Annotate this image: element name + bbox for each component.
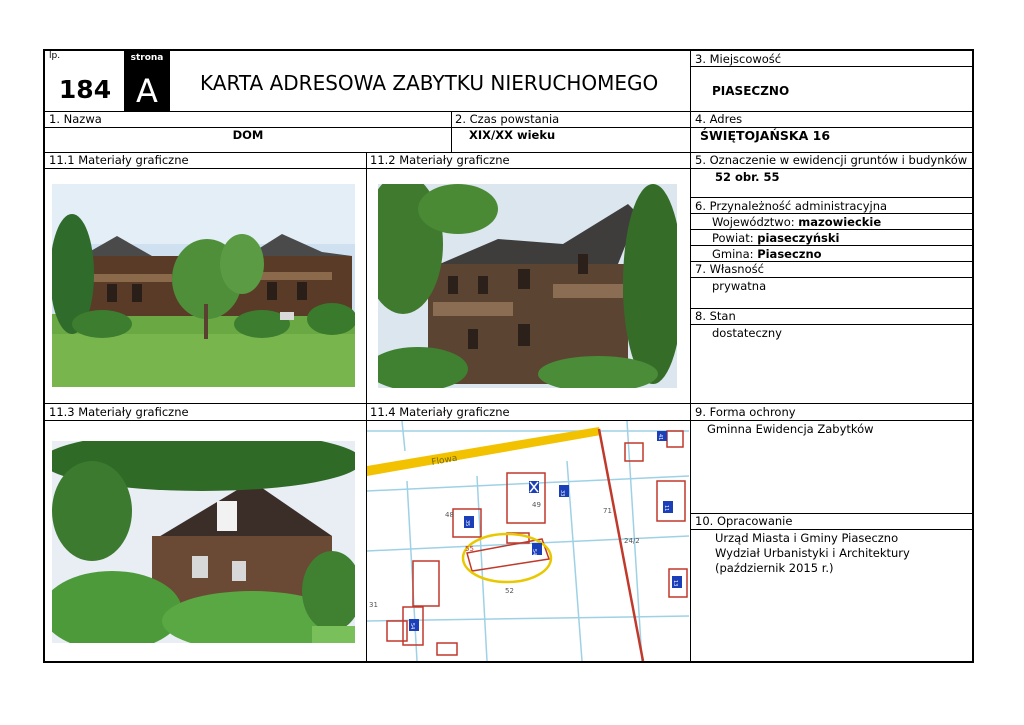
przynaleznosc-label: 6. Przynależność administracyjna xyxy=(695,199,888,213)
graphics-label-2: 11.2 Materiały graficzne xyxy=(370,153,510,167)
opracowanie-label: 10. Opracowanie xyxy=(695,514,793,528)
divider xyxy=(690,529,972,530)
wlasnosc-label: 7. Własność xyxy=(695,262,764,276)
page-title: KARTA ADRESOWA ZABYTKU NIERUCHOMEGO xyxy=(200,71,659,95)
opracowanie-line-1: Urząd Miasta i Gminy Piaseczno xyxy=(715,531,899,545)
map-plot-31: 31 xyxy=(369,601,378,609)
divider xyxy=(451,111,452,152)
map-plot-52: 52 xyxy=(505,587,514,595)
map-plot-24: 24/2 xyxy=(624,537,640,545)
map-plot-48: 48 xyxy=(445,511,454,519)
divider xyxy=(690,245,972,246)
map-plot-71: 71 xyxy=(603,507,612,515)
nazwa-label: 1. Nazwa xyxy=(49,112,102,126)
strona-label: strona xyxy=(130,53,164,63)
divider xyxy=(690,213,972,214)
adres-value: ŚWIĘTOJAŃSKA 16 xyxy=(700,128,831,143)
card-number: 184 xyxy=(58,75,112,104)
stan-value: dostateczny xyxy=(712,326,782,340)
stan-label: 8. Stan xyxy=(695,309,736,323)
oznaczenie-label: 5. Oznaczenie w ewidencji gruntów i budynków xyxy=(695,153,968,167)
photo-house-balconies xyxy=(378,184,677,388)
forma-value: Gminna Ewidencja Zabytków xyxy=(707,422,874,436)
opracowanie-line-2: Wydział Urbanistyki i Architektury xyxy=(715,546,910,560)
divider xyxy=(169,51,170,111)
czas-value: XIX/XX wieku xyxy=(469,128,556,142)
map-building-11: 11 xyxy=(663,505,669,512)
forma-label: 9. Forma ochrony xyxy=(695,405,796,419)
photo-house-side xyxy=(52,441,355,643)
wlasnosc-value: prywatna xyxy=(712,279,767,293)
graphics-label-3: 11.3 Materiały graficzne xyxy=(49,405,189,419)
divider xyxy=(690,51,691,661)
lp-label: lp. xyxy=(49,51,61,61)
wojewodztwo-row: Województwo: mazowieckie xyxy=(712,215,882,229)
map-building-54: 54 xyxy=(531,549,537,556)
divider xyxy=(690,66,972,67)
divider xyxy=(690,277,972,278)
divider xyxy=(690,197,972,198)
map-plot-49: 49 xyxy=(532,501,541,509)
oznaczenie-value: 52 obr. 55 xyxy=(715,170,780,184)
map-building-13: 13 xyxy=(672,580,678,587)
map-street-label: Flowa xyxy=(430,453,459,468)
miejscowosc-value: PIASECZNO xyxy=(712,84,790,98)
map-building-33: 33 xyxy=(559,490,565,497)
photo-house-front xyxy=(52,184,355,387)
divider xyxy=(45,403,972,404)
address-card xyxy=(43,49,974,663)
divider xyxy=(45,168,972,169)
nazwa-value: DOM xyxy=(232,128,264,142)
czas-label: 2. Czas powstania xyxy=(455,112,560,126)
graphics-label-1: 11.1 Materiały graficzne xyxy=(49,153,189,167)
divider xyxy=(690,324,972,325)
map-building-41: 41 xyxy=(657,434,663,441)
miejscowosc-label: 3. Miejscowość xyxy=(695,52,782,66)
gmina-row: Gmina: Piaseczno xyxy=(712,247,822,261)
graphics-label-4: 11.4 Materiały graficzne xyxy=(370,405,510,419)
map-building-35: 35 xyxy=(464,520,470,527)
strona-value: A xyxy=(136,72,158,110)
cadastral-map xyxy=(367,421,689,661)
opracowanie-line-3: (październik 2015 r.) xyxy=(715,561,834,575)
adres-label: 4. Adres xyxy=(695,112,743,126)
map-plot-55: 55 xyxy=(465,545,474,553)
divider xyxy=(690,229,972,230)
powiat-row: Powiat: piaseczyński xyxy=(712,231,840,245)
map-building-54a: 54 xyxy=(409,623,415,630)
